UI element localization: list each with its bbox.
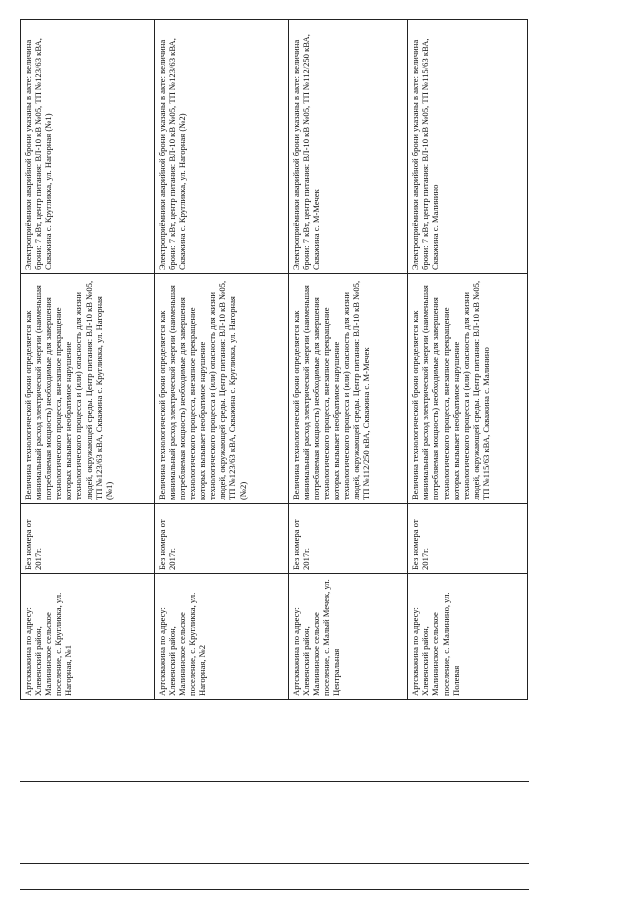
table-row [21,20,155,700]
address-cell: Артскважина по адресу: Хлевенский район, Малининское сельское поселение, с. Кругликка, ул. Нагорная, №2 [154,574,288,700]
reason-cell: Величина технологической брони определяется как минимальный расход электрической энергии (наименьшая потребляемая мощность) необходимые для завершения технологического процесса, внезапное прекращение которых вызывает необратимое нарушение технологического процесса и (или) опасность для жизни людей, окружающей среды. Центр питания: ВЛ-10 кВ №05, ТП №123/63 кВА, Скважина с. Кругликка, ул. Нагорная (№1) [21,274,155,504]
values-cell: Электроприёмники аварийной брони указаны в акте: величина брони: 7 кВт, центр питания: ВЛ-10 кВ №05, ТП №112/250 кВА, Скважина с. М-Мечек [288,20,408,274]
rotated-table-container [20,20,528,700]
document-cell: Без номера от 2017г. [21,504,155,574]
values-cell: Электроприёмники аварийной брони указаны в акте: величина брони: 7 кВт, центр питания: ВЛ-10 кВ №05, ТП №123/63 кВА, Скважина с. Кругликка, ул. Нагорная (№2) [154,20,288,274]
horizontal-rule [20,889,529,890]
table-row [288,20,408,700]
horizontal-rule [20,781,529,782]
table-row [408,20,528,700]
reason-cell: Величина технологической брони определяется как минимальный расход электрической энергии (наименьшая потребляемая мощность) необходимые для завершения технологического процесса, внезапное прекращение которых вызывает необратимое нарушение технологического процесса и (или) опасность для жизни людей, окружающей среды. Центр питания: ВЛ-10 кВ №05, ТП №112/250 кВА, Скважина с. М-Мечек [288,274,408,504]
horizontal-rule [20,863,529,864]
values-cell: Электроприёмники аварийной брони указаны в акте: величина брони: 7 кВт, центр питания: ВЛ-10 кВ №05, ТП №123/63 кВА, Скважина с. Кругликка, ул. Нагорная (№1) [21,20,155,274]
address-cell: Артскважина по адресу: Хлевенский район, Малининское сельское поселение, с. Кругликка, ул. Нагорная, №1 [21,574,155,700]
document-cell: Без номера от 2017г. [154,504,288,574]
values-cell: Электроприёмники аварийной брони указаны в акте: величина брони: 7 кВт, центр питания: ВЛ-10 кВ №05, ТП №115/63 кВА, Скважина с. Малинино [408,20,528,274]
address-cell: Артскважина по адресу: Хлевенский район, Малининское сельское поселение, с. Малый Мечек, ул. Центральная [288,574,408,700]
reason-cell: Величина технологической брони определяется как минимальный расход электрической энергии (наименьшая потребляемая мощность) необходимые для завершения технологического процесса, внезапное прекращение которых вызывает необратимое нарушение технологического процесса и (или) опасность для жизни людей, окружающей среды. Центр питания: ВЛ-10 кВ №05, ТП №115/63 кВА, Скважина с. Малинино [408,274,528,504]
emergency-reserve-table [20,19,528,700]
address-cell: Артскважина по адресу: Хлевенский район, Малининское сельское поселение, с. Малинино, ул. Полевая [408,574,528,700]
table-row [154,20,288,700]
reason-cell: Величина технологической брони определяется как минимальный расход электрической энергии (наименьшая потребляемая мощность) необходимые для завершения технологического процесса, внезапное прекращение которых вызывает необратимое нарушение технологического процесса и (или) опасность для жизни людей, окружающей среды. Центр питания: ВЛ-10 кВ №05, ТП №123/63 кВА, Скважина с. Кругликка, ул. Нагорная (№2) [154,274,288,504]
document-cell: Без номера от 2017г. [408,504,528,574]
document-cell: Без номера от 2017г. [288,504,408,574]
